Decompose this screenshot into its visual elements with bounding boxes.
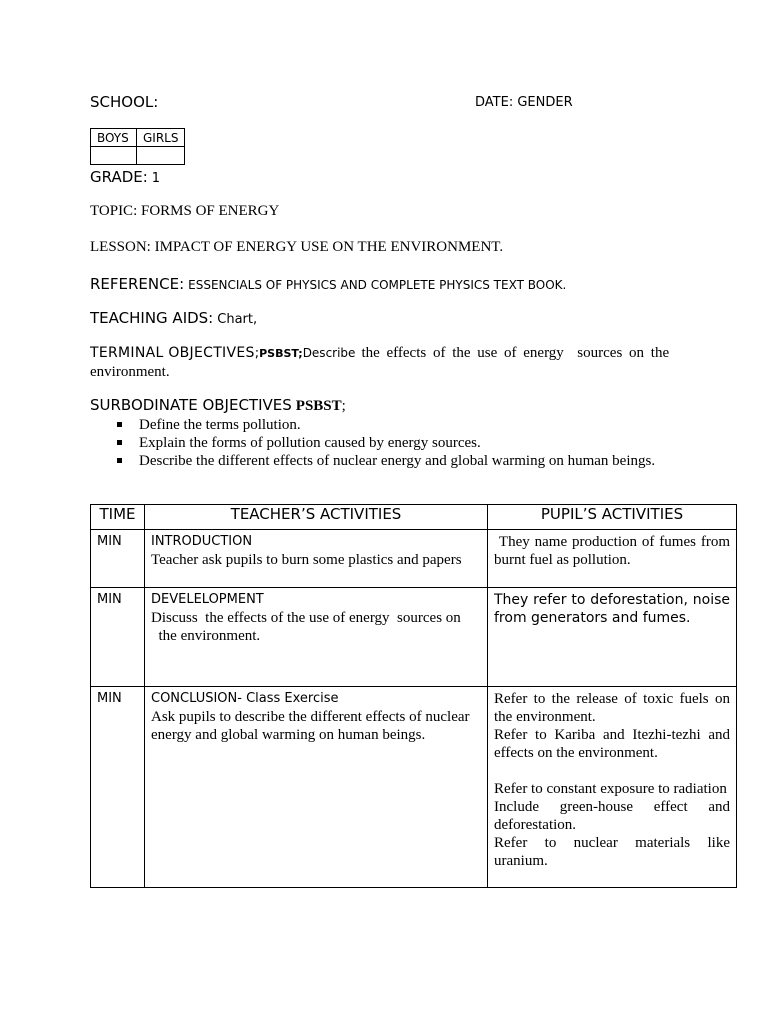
reference-label: REFERENCE: [90,275,185,293]
boys-count-cell [91,147,137,165]
teacher-activities-header: TEACHER’S ACTIVITIES [145,505,488,530]
date-gender-label: DATE: GENDER [475,95,573,110]
pupil-activity: Include green-house effect and deforestation. [494,799,730,833]
time-header: TIME [91,505,145,530]
table-row [91,530,737,588]
pupil-activity: Refer to constant exposure to radiation [494,781,727,797]
subordinate-objectives-heading [90,396,346,415]
school-label: SCHOOL: [90,93,159,111]
pupil-cell: They refer to deforestation, noise from generators and fumes. [488,588,737,687]
list-item: Describe the different effects of nuclear energy and global warming on human beings. [112,452,655,470]
time-cell: MIN [91,530,145,588]
subordinate-objectives-list [112,416,655,470]
subordinate-objectives-psbst: PSBST [295,398,342,414]
reference-line [90,275,566,294]
table-row [91,588,737,687]
terminal-objectives-psbst: PSBST; [259,347,303,360]
time-cell: MIN [91,687,145,888]
stage-label: INTRODUCTION [151,534,253,549]
pupil-cell [488,687,737,888]
list-item: Define the terms pollution. [112,416,655,434]
terminal-objectives-line2: environment. [90,364,170,380]
terminal-objectives-text: the effects of the use of energy sources on the [361,345,670,361]
subordinate-objectives-label: SURBODINATE OBJECTIVES [90,396,292,414]
lesson-plan-table [90,504,737,888]
terminal-objectives-label: TERMINAL OBJECTIVES [90,345,255,361]
pupil-activity: Refer to the release of toxic fuels on the environment. [494,691,730,725]
table-header-row [91,505,737,530]
teacher-activity: Ask pupils to describe the different effects of nuclear energy and global warming on human beings. [151,709,470,743]
pupil-cell: They name production of fumes from burnt fuel as pollution. [488,530,737,588]
teaching-aids-label: TEACHING AIDS: [90,309,214,327]
teacher-activity-line1: Discuss the effects of the use of energy sources on [151,610,461,626]
grade-line [90,168,160,187]
stage-label: DEVELELOPMENT [151,592,264,607]
terminal-objectives-separator: ; [254,346,260,361]
grade-value: 1 [151,171,161,186]
pupil-activity: Refer to Kariba and Itezhi-tezhi and effects on the environment. [494,727,730,761]
lesson-line: LESSON: IMPACT OF ENERGY USE ON THE ENVIRONMENT. [90,239,504,255]
list-item: Explain the forms of pollution caused by energy sources. [112,434,655,452]
subordinate-objectives-semicolon: ; [341,398,346,414]
topic-line: TOPIC: FORMS OF ENERGY [90,203,280,219]
terminal-objectives [90,344,677,381]
teaching-aids-line [90,309,257,328]
teacher-activity: Teacher ask pupils to burn some plastics and papers [151,552,462,568]
time-cell: MIN [91,588,145,687]
grade-label: GRADE: [90,168,148,186]
pupil-activity: Refer to nuclear materials like uranium. [494,835,730,869]
teacher-activity-line2: the environment. [151,628,261,644]
gender-table [90,128,185,165]
boys-header: BOYS [91,129,137,147]
pupil-activities-header: PUPIL’S ACTIVITIES [488,505,737,530]
stage-label: CONCLUSION- Class Exercise [151,691,339,706]
girls-header: GIRLS [137,129,185,147]
girls-count-cell [137,147,185,165]
table-row [91,687,737,888]
terminal-objectives-line1 [90,344,677,363]
terminal-objectives-describe: Describe [302,346,356,360]
reference-value: ESSENCIALS OF PHYSICS AND COMPLETE PHYSICS TEXT BOOK. [188,278,567,292]
teaching-aids-value: Chart, [217,312,258,327]
teacher-cell [145,530,488,588]
teacher-cell [145,687,488,888]
teacher-cell [145,588,488,687]
